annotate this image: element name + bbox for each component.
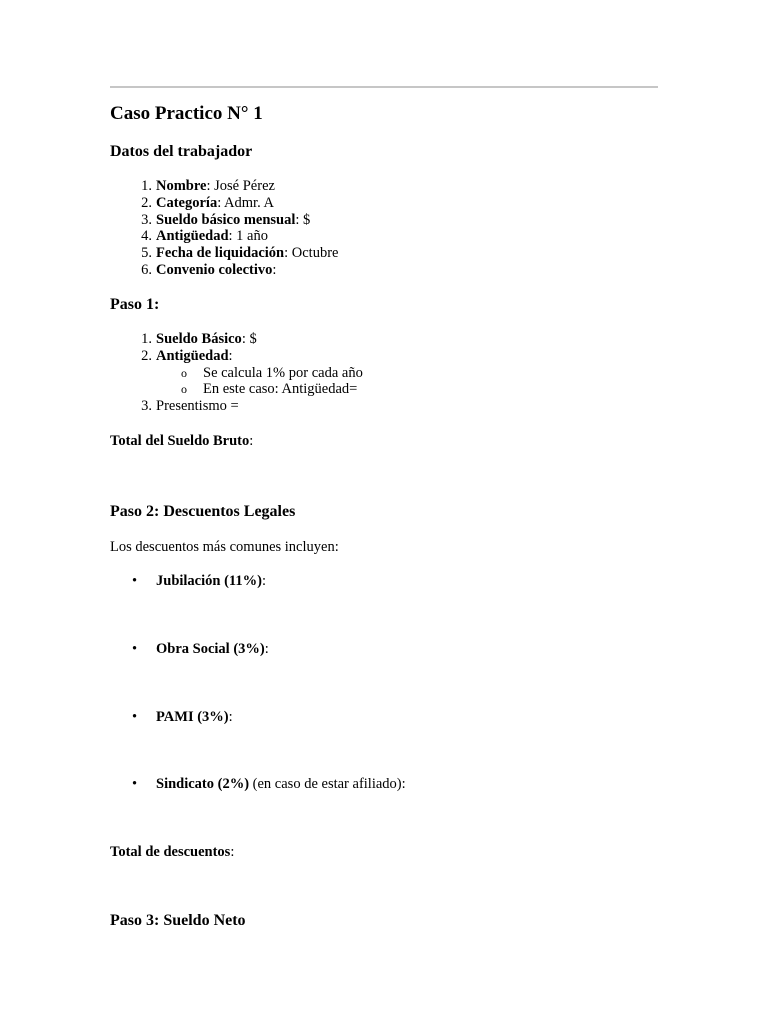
worker-data-list bbox=[110, 178, 338, 279]
worker-data-heading: Datos del trabajador bbox=[110, 143, 253, 160]
field-value: : bbox=[228, 347, 233, 364]
list-item: 1. Nombre: José Pérez bbox=[141, 178, 275, 194]
list-item: 3. Presentismo = bbox=[141, 398, 239, 415]
discount-item: • Jubilación (11%): bbox=[132, 573, 266, 589]
field-label: Antigüedad bbox=[156, 228, 229, 245]
list-item: 2. Categoría: Admr. A bbox=[141, 194, 275, 211]
field-label: Sueldo Básico bbox=[156, 331, 242, 347]
list-item: 6. Convenio colectivo: bbox=[141, 261, 277, 278]
bullet-icon: • bbox=[132, 573, 138, 589]
bullet-icon: • bbox=[132, 709, 138, 725]
sub-list-item: o En este caso: Antigüedad= bbox=[181, 381, 358, 398]
gross-salary-total: Total del Sueldo Bruto: bbox=[110, 433, 254, 449]
field-value: : Admr. A bbox=[217, 194, 275, 211]
antiguedad-sub-list bbox=[156, 365, 363, 399]
discount-item: • Obra Social (3%): bbox=[132, 641, 269, 657]
circle-bullet-icon: o bbox=[181, 382, 187, 397]
field-value: Presentismo = bbox=[156, 398, 239, 415]
field-value: : Octubre bbox=[284, 245, 339, 262]
list-item: 4. Antigüedad: 1 año bbox=[141, 228, 268, 245]
field-value: : bbox=[272, 261, 277, 278]
field-value: : $ bbox=[241, 331, 257, 347]
bullet-icon: • bbox=[132, 641, 138, 657]
field-label: Antigüedad bbox=[156, 347, 229, 364]
list-item: 3. Sueldo básico mensual: $ bbox=[141, 211, 311, 228]
field-value: : 1 año bbox=[228, 228, 268, 245]
top-horizontal-rule bbox=[110, 86, 658, 88]
field-label: Fecha de liquidación bbox=[156, 245, 285, 262]
field-value: : José Pérez bbox=[206, 178, 275, 194]
list-item: 5. Fecha de liquidación: Octubre bbox=[141, 245, 339, 262]
sub-list-item: o Se calcula 1% por cada año bbox=[181, 364, 363, 381]
field-label: Categoría bbox=[156, 194, 218, 211]
paso1-heading: Paso 1: bbox=[110, 296, 160, 313]
field-label: Nombre bbox=[156, 178, 207, 194]
field-value: : $ bbox=[295, 211, 311, 228]
discount-item: • Sindicato (2%) (en caso de estar afiliado): bbox=[132, 776, 406, 792]
list-item: 2. Antigüedad: o Se calcula 1% por cada año o En este caso: Antigüedad= bbox=[141, 347, 363, 398]
field-label: Sueldo básico mensual bbox=[156, 211, 296, 228]
paso2-intro: Los descuentos más comunes incluyen: bbox=[110, 539, 339, 555]
field-label: Convenio colectivo bbox=[156, 261, 273, 278]
discount-item: • PAMI (3%): bbox=[132, 709, 233, 725]
circle-bullet-icon: o bbox=[181, 365, 187, 380]
paso1-list bbox=[110, 331, 363, 415]
paso2-heading: Paso 2: Descuentos Legales bbox=[110, 503, 296, 520]
list-item: 1. Sueldo Básico: $ bbox=[141, 331, 257, 347]
bullet-icon: • bbox=[132, 776, 138, 792]
paso3-heading: Paso 3: Sueldo Neto bbox=[110, 912, 246, 929]
document-title: Caso Practico N° 1 bbox=[110, 103, 263, 124]
discounts-total: Total de descuentos: bbox=[110, 844, 235, 860]
